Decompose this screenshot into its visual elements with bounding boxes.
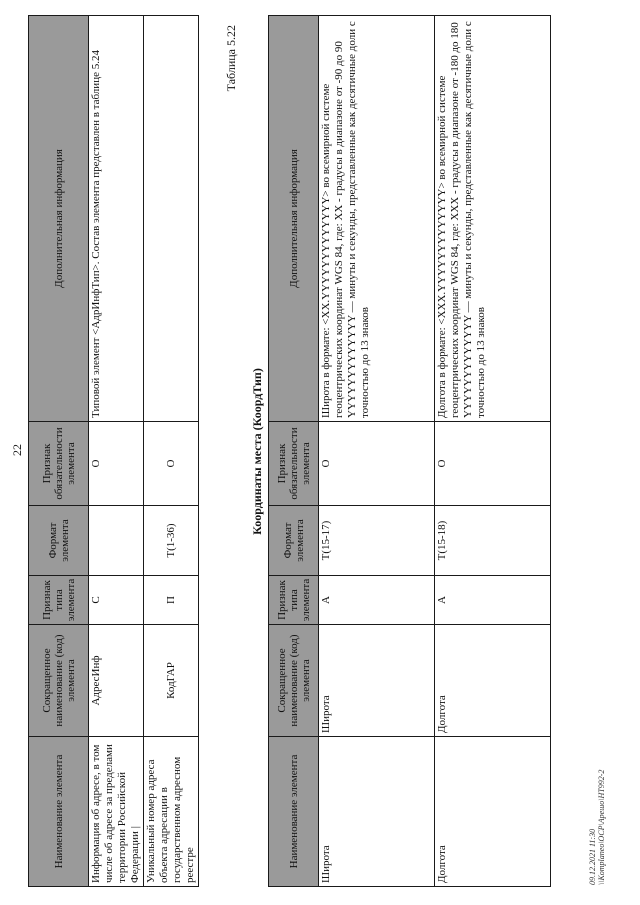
- cell-code: Широта: [319, 625, 435, 737]
- cell-format: [89, 506, 144, 576]
- footer-path: \\Komplaneo\ОСР\Арешо\НТ992-2: [597, 769, 606, 885]
- header-required: Признак обязательности элемента: [269, 422, 319, 506]
- page-number: 22: [10, 444, 24, 456]
- table-header-row: [29, 16, 89, 887]
- cell-type: П: [144, 576, 199, 625]
- cell-type: А: [435, 576, 551, 625]
- table-row: [89, 16, 144, 887]
- table-row: [144, 16, 199, 887]
- cell-format: T(15-17): [319, 506, 435, 576]
- header-format: Формат элемента: [269, 506, 319, 576]
- table-header-row: [269, 16, 319, 887]
- cell-info: Широта в формате: <XX.YYYYYYYYYYYYY> во всемирной системе геоцентрических координат WGS 84, где: XX - градусы в диапазоне от -90 до 90 YYYYYYYYYYYYY — минуты и секунды, представленные как десятичные доли с точностью до 13 знаков: [319, 16, 435, 422]
- cell-required: О: [144, 422, 199, 506]
- header-name: Наименование элемента: [269, 737, 319, 887]
- cell-code: КодГАР: [144, 625, 199, 737]
- cell-type: А: [319, 576, 435, 625]
- table-row: [435, 16, 551, 887]
- cell-name: Долгота: [435, 737, 551, 887]
- header-code: Сокращенное наименование (код) элемента: [29, 625, 89, 737]
- cell-name: Уникальный номер адреса объекта адресации в государственном адресном реестре: [144, 737, 199, 887]
- table-address-continuation: [28, 15, 199, 887]
- header-required: Признак обязательности элемента: [29, 422, 89, 506]
- cell-required: О: [435, 422, 551, 506]
- cell-info: [144, 16, 199, 422]
- table-number: Таблица 5.22: [224, 25, 238, 92]
- footer-stamp: [588, 585, 606, 885]
- footer-date: 09.12.2021 11:30: [588, 828, 597, 885]
- table-coordinates: [268, 15, 551, 887]
- cell-code: Долгота: [435, 625, 551, 737]
- cell-format: T(15-18): [435, 506, 551, 576]
- header-info: Дополнительная информация: [269, 16, 319, 422]
- header-format: Формат элемента: [29, 506, 89, 576]
- header-name: Наименование элемента: [29, 737, 89, 887]
- cell-required: О: [319, 422, 435, 506]
- cell-info: Долгота в формате: <XXX.YYYYYYYYYYYYY> во всемирной системе геоцентрических координат WGS 84, где: XXX - градусы в диапазоне от -180 до 180 YYYYYYYYYYYYY — минуты и секунды, представленные как десятичные доли с точностью до 13 знаков: [435, 16, 551, 422]
- header-code: Сокращенное наименование (код) элемента: [269, 625, 319, 737]
- table-row: [319, 16, 435, 887]
- cell-name: Информация об адресе, в том числе об адресе за пределами территории Российской Федерации |: [89, 737, 144, 887]
- header-info: Дополнительная информация: [29, 16, 89, 422]
- cell-format: T(1-36): [144, 506, 199, 576]
- header-type: Признак типа элемента: [269, 576, 319, 625]
- header-type: Признак типа элемента: [29, 576, 89, 625]
- table-title: Координаты места (КоордТип): [250, 368, 264, 535]
- cell-info: Типовой элемент <АдрИнфТип>. Состав элемента представлен в таблице 5.24: [89, 16, 144, 422]
- cell-type: С: [89, 576, 144, 625]
- cell-required: О: [89, 422, 144, 506]
- cell-name: Широта: [319, 737, 435, 887]
- cell-code: АдресИнф: [89, 625, 144, 737]
